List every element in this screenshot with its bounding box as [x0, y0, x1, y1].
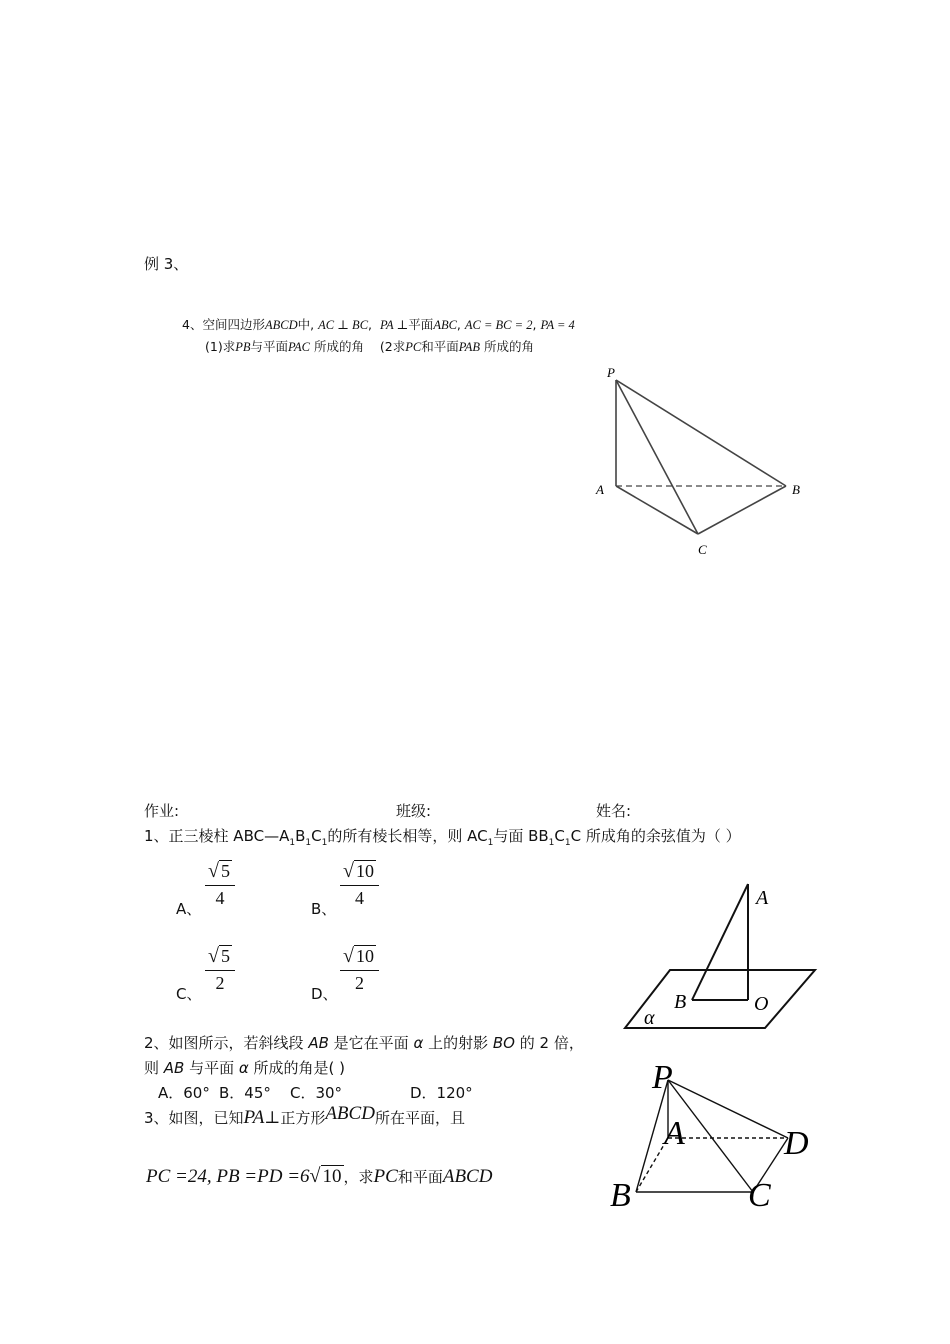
q1-option-a-label[interactable]: A、 [176, 900, 202, 918]
name-field-label: 姓名: [596, 802, 632, 820]
label-a: A [664, 1115, 685, 1152]
label-p: P [607, 365, 615, 380]
pyramid-figure [608, 1058, 818, 1213]
q2-option-a[interactable]: A．60° [158, 1084, 210, 1102]
tetrahedron-figure [590, 362, 810, 562]
q1-option-b-label[interactable]: B、 [311, 900, 337, 918]
q1-option-b-value: √ 10 4 [340, 860, 379, 909]
q2-line2: 则 AB 与平面 α 所成的角是( ) [144, 1059, 346, 1077]
q2-option-d[interactable]: D．120° [410, 1084, 473, 1102]
q3-line2: PC =24, PB =PD =6√ 10 ，求PC和平面ABCD [146, 1165, 493, 1187]
example-problem-line2: (1)求PB与平面PAC 所成的角 (2求PC和平面PAB 所成的角 [205, 339, 535, 354]
label-o: O [754, 993, 769, 1015]
q3-line1: 3、如图，已知PA⊥正方形ABCD所在平面，且 [144, 1103, 465, 1128]
homework-title: 作业: [144, 802, 180, 820]
q2-option-c[interactable]: C．30° [290, 1084, 343, 1102]
plane-projection-figure [620, 880, 825, 1032]
label-b: B [792, 482, 800, 497]
q1-option-d-label[interactable]: D、 [311, 985, 338, 1003]
label-c: C [698, 542, 707, 557]
q2-line1: 2、如图所示，若斜线段 AB 是它在平面 α 上的射影 BO 的 2 倍， [144, 1034, 584, 1052]
q1-text: 1、正三棱柱 $ABC—A_1B_1C_1$的所有棱长相等，则 $AC_1$与面 $BB_1C_1C$ 所成角的余弦值为（ ） [144, 827, 741, 848]
q1-option-c-value: √ 5 2 [205, 945, 235, 994]
label-a: A [756, 887, 769, 909]
q1-option-d-value: √ 10 2 [340, 945, 379, 994]
example-label: 例 3、 [144, 255, 189, 273]
class-field-label: 班级: [396, 802, 432, 820]
q1-option-a-value: √ 5 4 [205, 860, 235, 909]
q1-option-c-label[interactable]: C、 [176, 985, 202, 1003]
label-p: P [652, 1059, 673, 1096]
label-c: C [748, 1177, 771, 1213]
label-b: B [674, 991, 687, 1013]
label-a: A [596, 482, 604, 497]
example-problem-line1: 4、空间四边形ABCD中, AC ⊥ BC, PA ⊥平面ABC, AC = BC = 2, PA = 4 [182, 317, 575, 332]
label-b: B [610, 1177, 631, 1213]
label-d: D [784, 1125, 809, 1162]
q2-option-b[interactable]: B．45° [219, 1084, 271, 1102]
label-alpha: α [644, 1007, 655, 1029]
